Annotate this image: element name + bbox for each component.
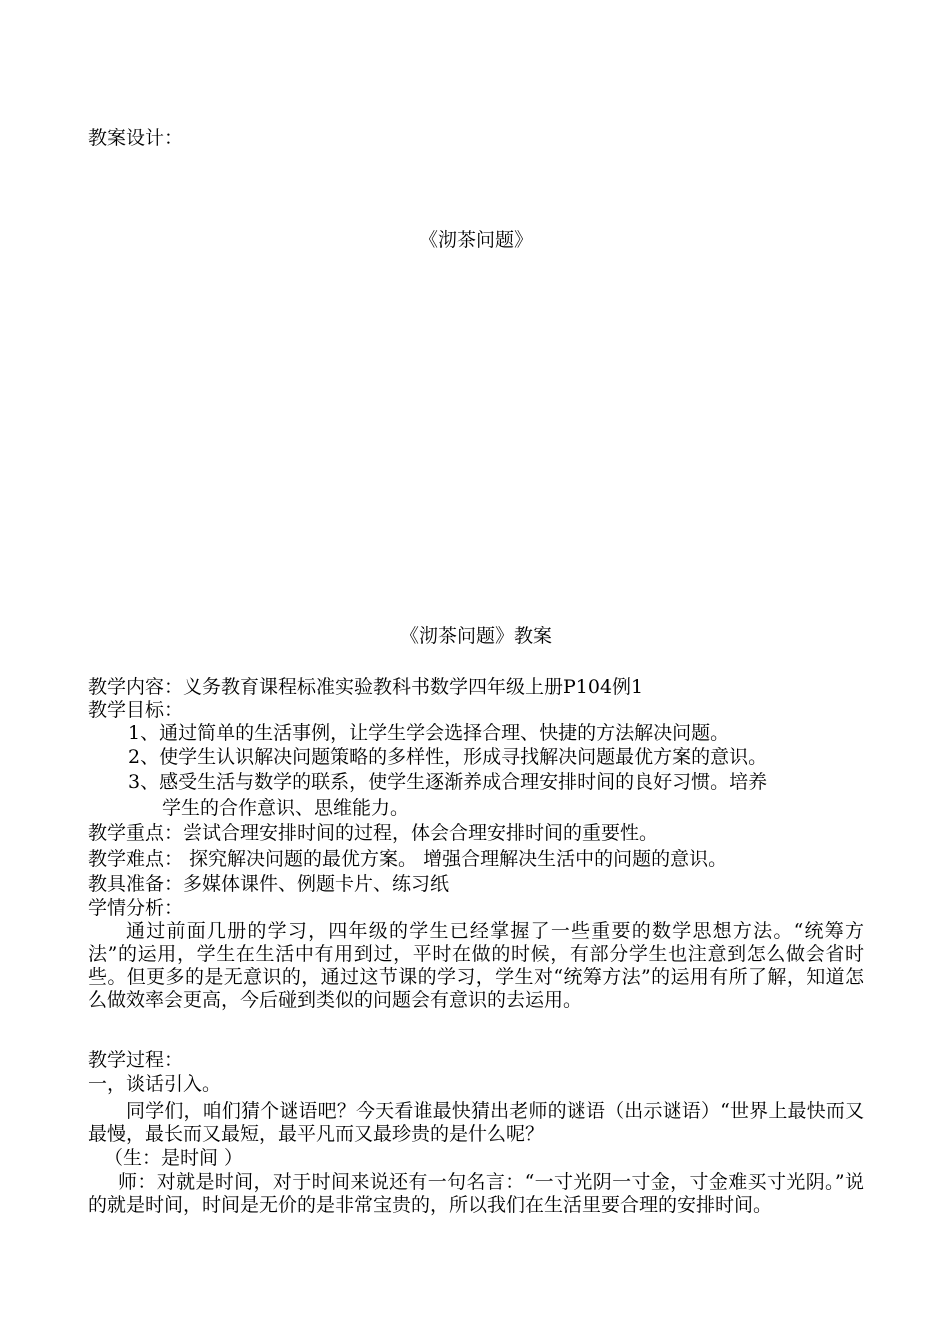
analysis-label: 学情分析：: [88, 897, 184, 919]
section-1-heading: 一，谈话引入。: [88, 1073, 222, 1095]
difficulty: 教学难点： 探究解决问题的最优方案。 增强合理解决生活中的问题的意识。: [88, 848, 728, 870]
cover-title: 《沏茶问题》: [418, 229, 533, 251]
goals-label: 教学目标：: [88, 699, 184, 721]
goal-3-line-2: 学生的合作意识、思维能力。: [162, 797, 410, 819]
plan-title: 《沏茶问题》教案: [399, 625, 552, 647]
teacher-paragraph: 师：对就是时间，对于时间来说还有一句名言：“一寸光阴一寸金，寸金难买寸光阴。”说的就是时间，时间是无价的是非常宝贵的，所以我们在生活里要合理的安排时间。: [88, 1171, 864, 1216]
materials: 教具准备：多媒体课件、例题卡片、练习纸: [88, 873, 450, 895]
teaching-content: 教学内容：义务教育课程标准实验教科书数学四年级上册P104例1: [88, 676, 644, 698]
goal-1: 1、通过简单的生活事例，让学生学会选择合理、快捷的方法解决问题。: [128, 722, 730, 744]
analysis-paragraph: 通过前面几册的学习，四年级的学生已经掌握了一些重要的数学思想方法。“统筹方法”的运用，学生在生活中有用到过，平时在做的时候，有部分学生也注意到怎么做会省时些。但更多的是无意识的，通过这节课的学习，学生对“统筹方法”的运用有所了解，知道怎么做效率会更高，今后碰到类似的问题会有意识的去运用。: [88, 920, 864, 1011]
key-point: 教学重点：尝试合理安排时间的过程，体会合理安排时间的重要性。: [88, 822, 659, 844]
process-label: 教学过程：: [88, 1049, 184, 1071]
riddle-paragraph: 同学们，咱们猜个谜语吧？今天看谁最快猜出老师的谜语（出示谜语）“世界上最快而又最慢，最长而又最短，最平凡而又最珍贵的是什么呢？: [88, 1100, 864, 1145]
student-answer: （生：是时间 ）: [104, 1147, 244, 1169]
goal-2: 2、使学生认识解决问题策略的多样性，形成寻找解决问题最优方案的意识。: [128, 746, 768, 768]
goal-3-line-1: 3、感受生活与数学的联系，使学生逐渐养成合理安排时间的良好习惯。培养: [128, 771, 768, 793]
cover-label: 教案设计：: [88, 127, 184, 149]
